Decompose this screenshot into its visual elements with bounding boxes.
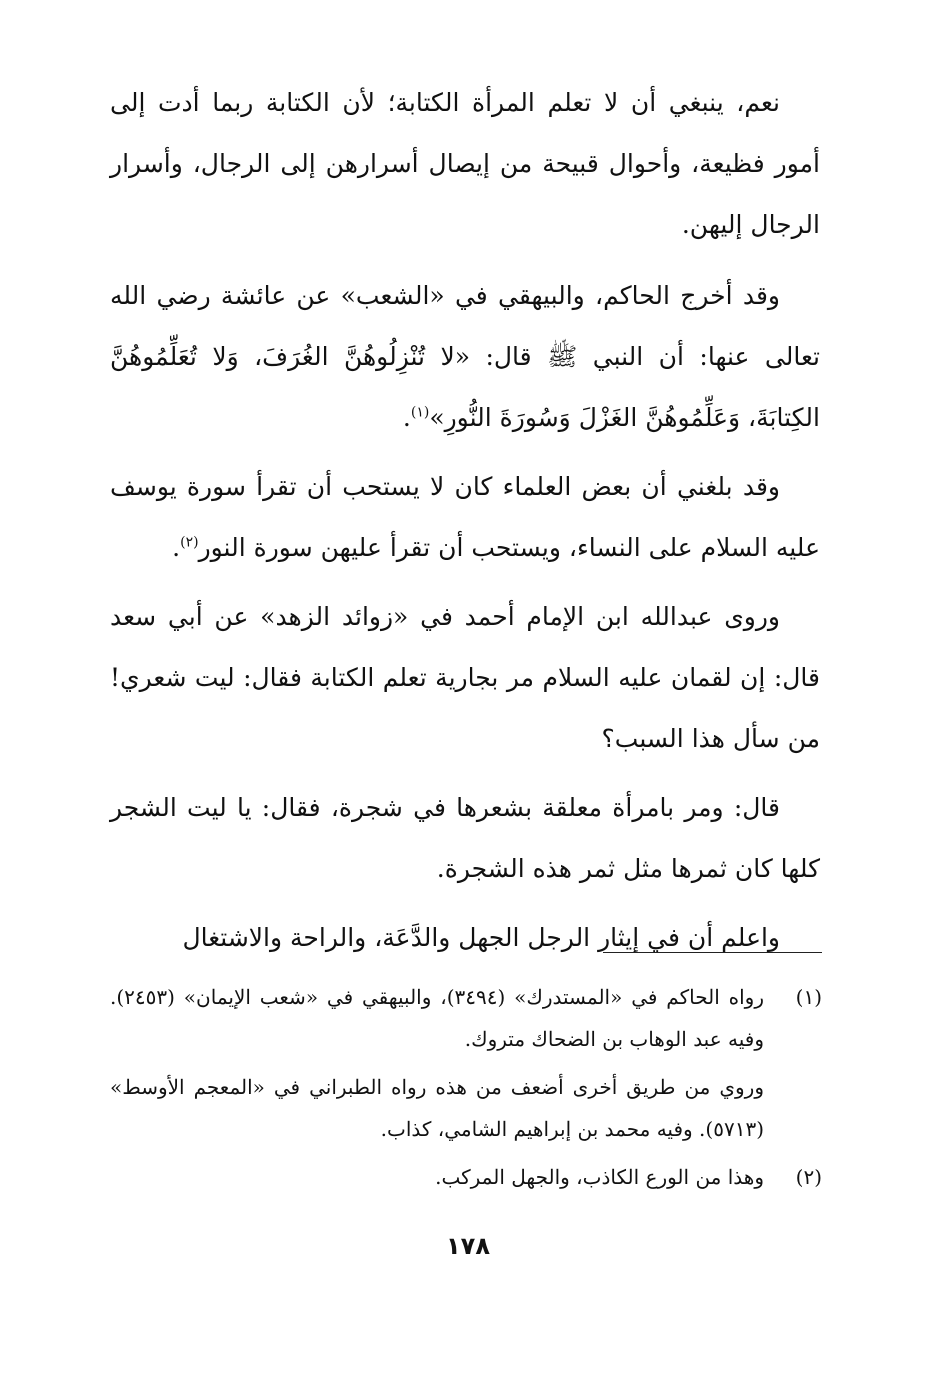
footnote-1 bbox=[110, 976, 822, 1060]
footnote-2-number: (٢) bbox=[795, 1165, 822, 1189]
footnote-2-text: وهذا من الورع الكاذب، والجهل المركب. bbox=[435, 1165, 764, 1189]
footnote-ref-2[interactable]: (٢) bbox=[180, 534, 199, 551]
paragraph-3-text: وقد بلغني أن بعض العلماء كان لا يستحب أن تقرأ سورة يوسف عليه السلام على النساء، ويستحب أن تقرأ عليهن سورة النور bbox=[110, 472, 820, 562]
paragraph-2 bbox=[110, 265, 820, 448]
footnote-1-continuation-text: وروي من طريق أخرى أضعف من هذه رواه الطبراني في «المعجم الأوسط» (٥٧١٣). وفيه محمد بن إبراهيم الشامي، كذاب. bbox=[110, 1075, 765, 1141]
paragraph-1 bbox=[110, 72, 820, 255]
footnote-1-text: رواه الحاكم في «المستدرك» (٣٤٩٤)، والبيهقي في «شعب الإيمان» (٢٤٥٣). وفيه عبد الوهاب بن الضحاك متروك. bbox=[110, 985, 764, 1051]
main-text bbox=[110, 72, 820, 976]
paragraph-4-text: وروى عبدالله ابن الإمام أحمد في «زوائد الزهد» عن أبي سعد قال: إن لقمان عليه السلام مر بجارية تعلم الكتابة فقال: ليت شعري! من سأل هذا السبب؟ bbox=[110, 602, 820, 753]
footnote-1-continuation bbox=[110, 1066, 822, 1150]
footnote-ref-1[interactable]: (١) bbox=[410, 404, 430, 421]
footnote-2 bbox=[110, 1156, 822, 1198]
paragraph-2-period: . bbox=[402, 403, 411, 432]
paragraph-1-text: نعم، ينبغي أن لا تعلم المرأة الكتابة؛ لأن الكتابة ربما أدت إلى أمور فظيعة، وأحوال قبيحة من إيصال أسرارهن إلى الرجال، وأسرار الرجال إليهن. bbox=[110, 88, 820, 239]
page-number: ١٧٨ bbox=[446, 1232, 490, 1260]
paragraph-5 bbox=[110, 777, 820, 899]
paragraph-6-text: واعلم أن في إيثار الرجل الجهل والدَّعَة، والراحة والاشتغال bbox=[182, 923, 780, 952]
paragraph-3 bbox=[110, 456, 820, 578]
footnote-1-number: (١) bbox=[795, 985, 822, 1009]
paragraph-6 bbox=[110, 907, 820, 968]
footnote-separator bbox=[603, 952, 822, 953]
paragraph-2-text: وقد أخرج الحاكم، والبيهقي في «الشعب» عن عائشة رضي الله تعالى عنها: أن النبي ﷺ قال: «لا تُنْزِلُوهُنَّ الغُرَفَ، وَلا تُعَلِّمُوهُنَّ الكِتابَةَ، وَعَلِّمُوهُنَّ الغَزْلَ وَسُورَةَ النُّورِ» bbox=[110, 281, 820, 432]
paragraph-3-period: . bbox=[172, 533, 181, 562]
paragraph-4 bbox=[110, 586, 820, 769]
footnotes bbox=[110, 976, 822, 1198]
paragraph-5-text: قال: ومر بامرأة معلقة بشعرها في شجرة، فقال: يا ليت الشجر كلها كان ثمرها مثل ثمر هذه الشجرة. bbox=[110, 793, 820, 883]
